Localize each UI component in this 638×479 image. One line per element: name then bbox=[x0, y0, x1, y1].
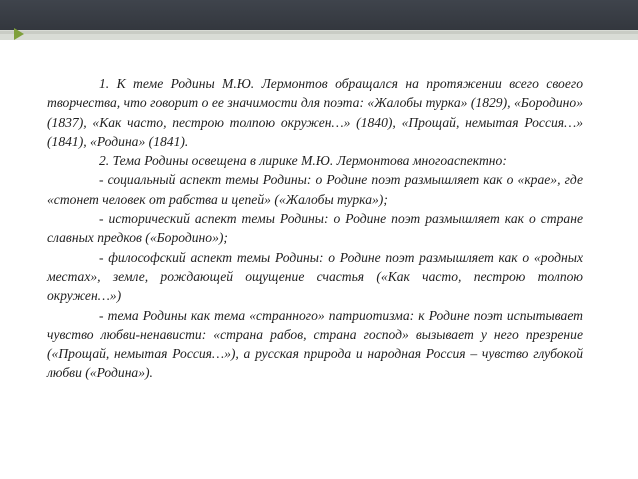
paragraph-themes-list: 1. К теме Родины М.Ю. Лермонтов обращался на протяжении всего своего творчества, что говорит о ее значимости для поэта: «Жалобы турка» (1829), «Бородино» (1837), «Как часто, пестрою толпою окружен…» (1840), «Прощай, немытая Россия…» (1841), «Родина» (1841). bbox=[47, 76, 583, 149]
header-stripe-accent bbox=[0, 31, 638, 34]
title-bar bbox=[0, 0, 638, 30]
arrow-bullet-icon bbox=[14, 28, 24, 40]
paragraph-philosophical-aspect: - философский аспект темы Родины: о Родине поэт размышляет как о «родных местах», земле, рождающей ощущение счастья («Как часто, пестрою толпою окружен…») bbox=[47, 249, 583, 304]
paragraph-social-aspect: - социальный аспект темы Родины: о Родине поэт размышляет как о «крае», где «стонет человек от рабства и цепей» («Жалобы турка»); bbox=[47, 172, 583, 207]
paragraph-historical-aspect: - исторический аспект темы Родины: о Родине поэт размышляет как о стране славных предков («Бородино»); bbox=[47, 211, 583, 246]
slide-text bbox=[47, 74, 583, 383]
paragraph-aspects-intro: 2. Тема Родины освещена в лирике М.Ю. Лермонтова многоаспектно: bbox=[99, 153, 507, 169]
paragraph-patriotism-aspect: - тема Родины как тема «странного» патриотизма: к Родине поэт испытывает чувство любви-ненависти: «страна рабов, страна господ» вызывает у него презрение («Прощай, немытая Россия…»), а русская природа и народная Россия – чувство глубокой любви («Родина»). bbox=[47, 307, 583, 381]
